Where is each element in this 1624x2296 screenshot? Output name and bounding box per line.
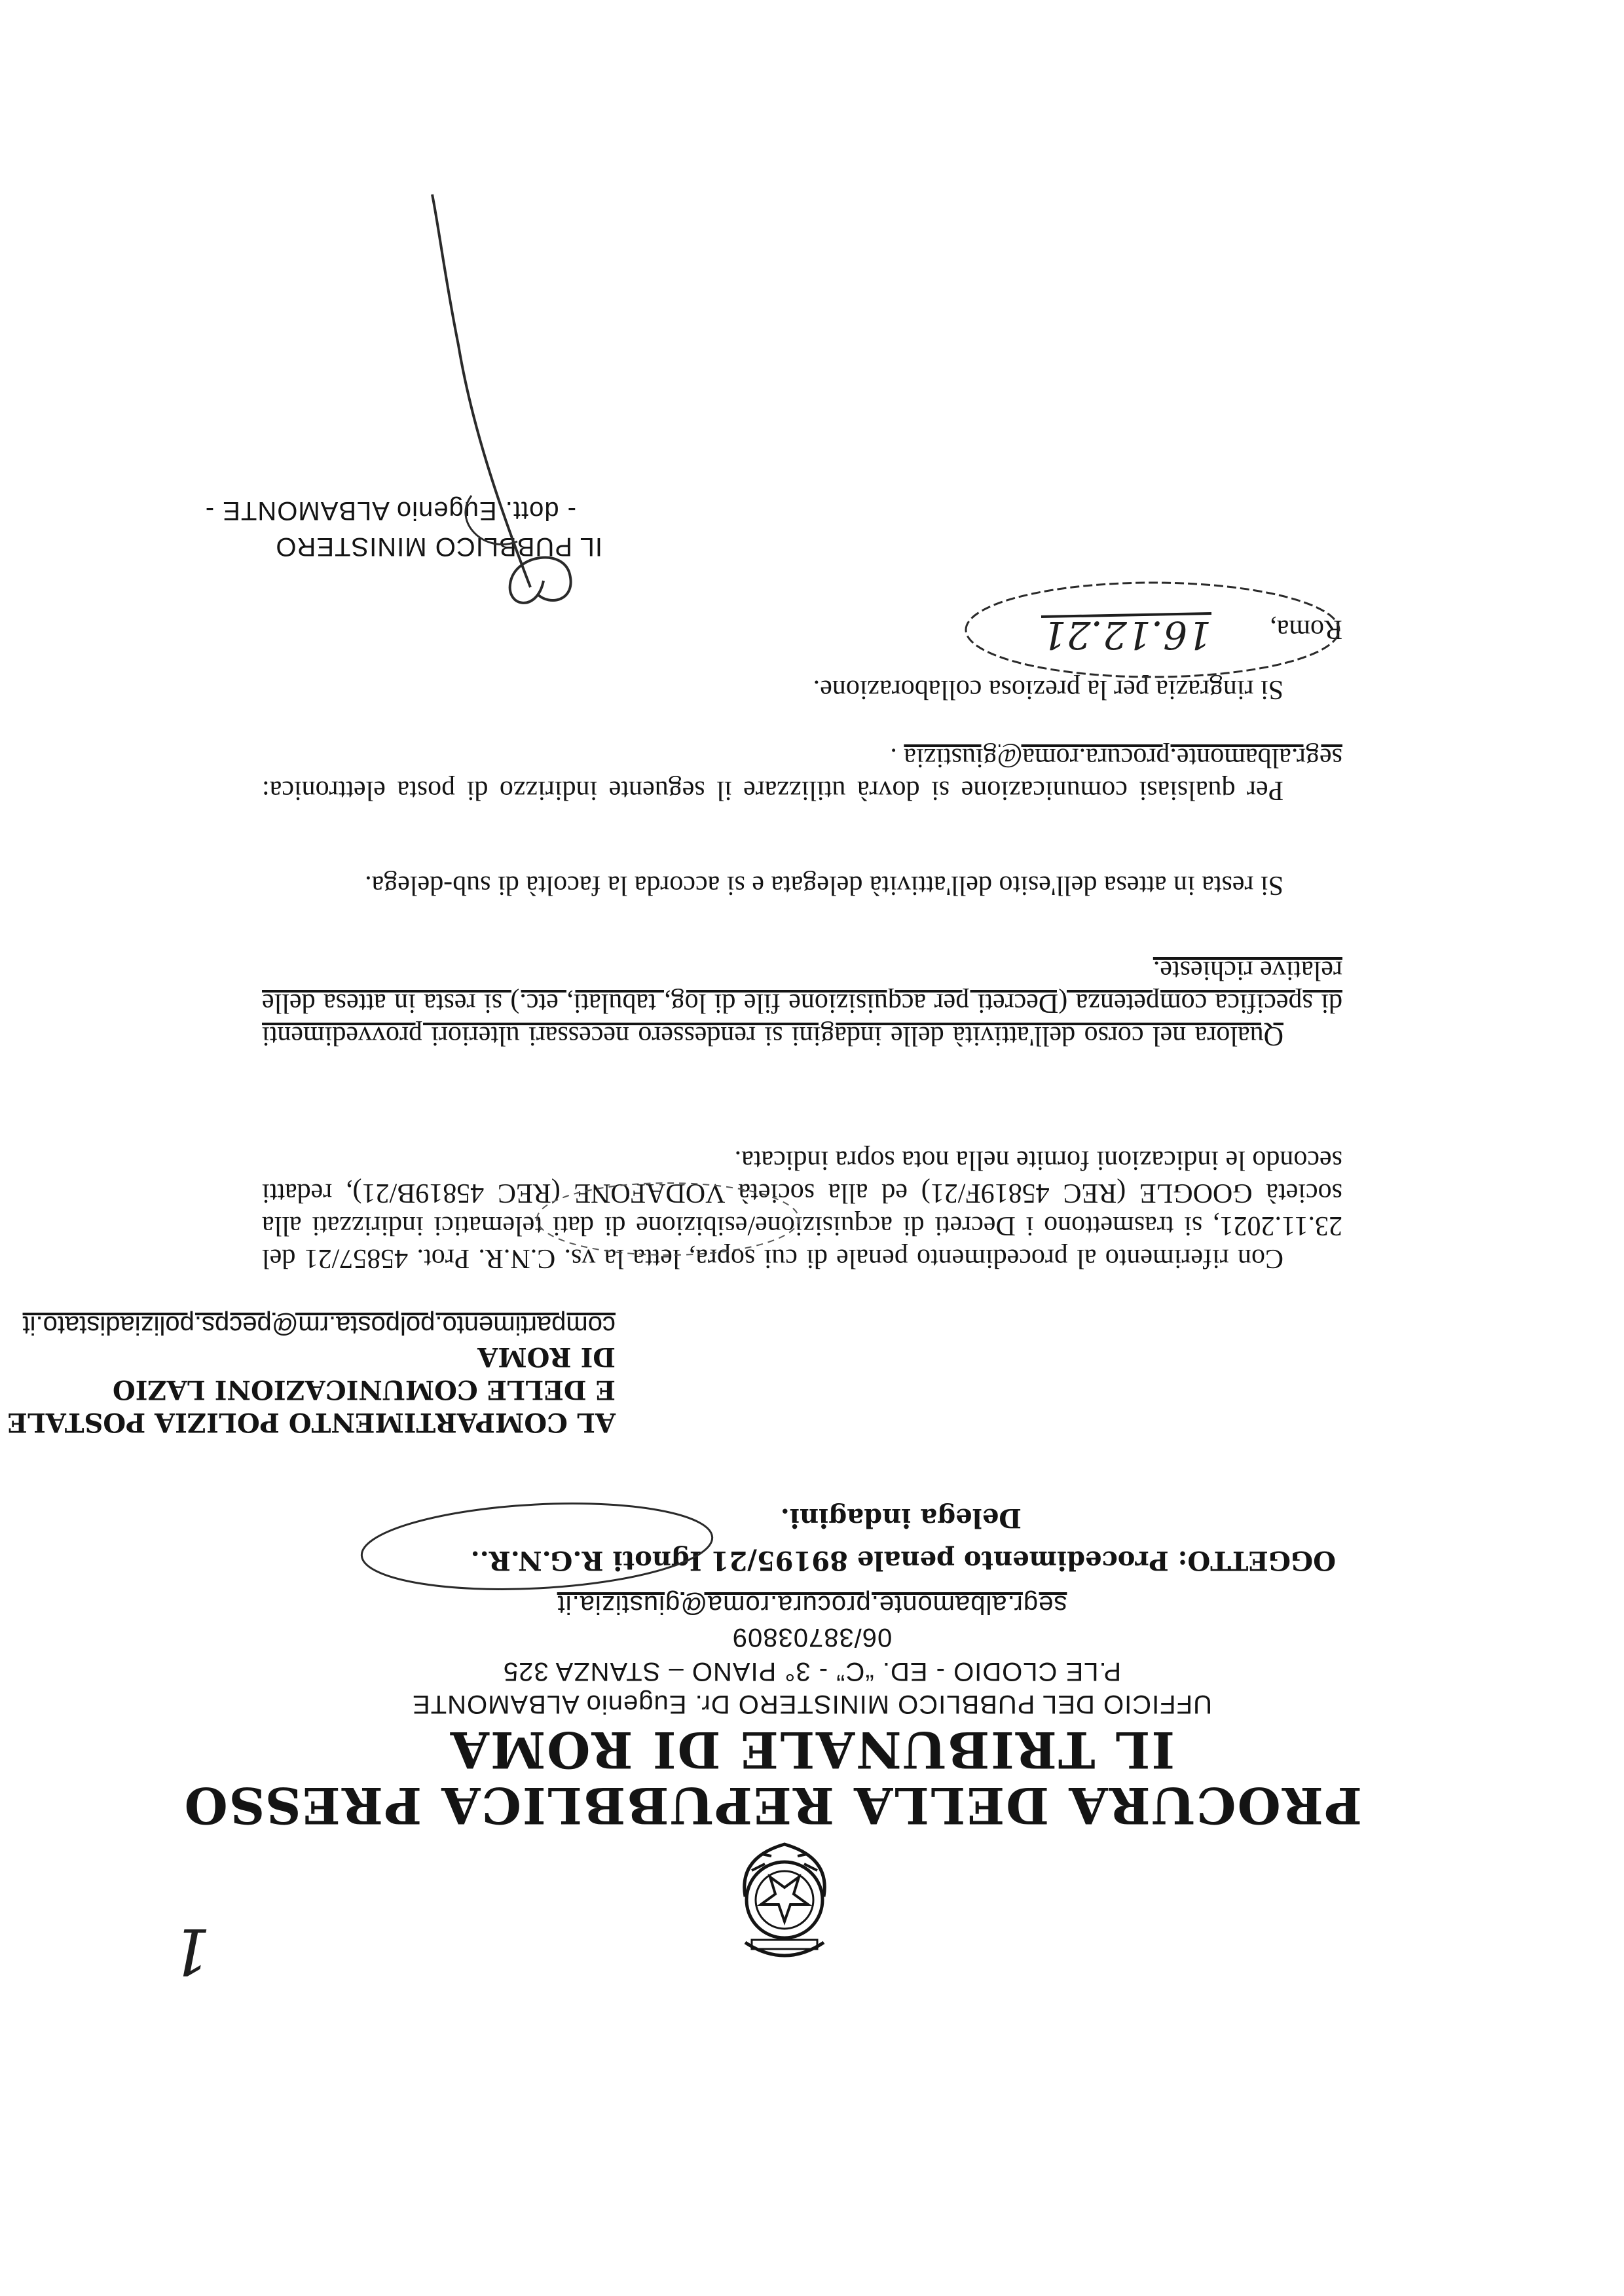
handwritten-date-text: 16.12.21 [1042, 613, 1211, 657]
paragraph-2: Qualora nel corso dell'attività delle indagini si rendessero necessari ulteriori provvedimenti di specifica competenza (Decreti per acquisizione file di log, tabulati, etc.) si resta in attesa delle relative richieste. [262, 955, 1342, 1051]
header-line-1: PROCURA DELLA REPUBBLICA PRESSO [183, 1776, 1362, 1834]
office-email-link[interactable]: segr.albamonte.procura.roma@giustizia.it [557, 1590, 1067, 1619]
subject-line: OGGETTO: Procedimento penale 89195/21 Ignoti R.G.N.R.. [470, 1545, 1336, 1576]
pm-name: - dott. Eugenio ALBAMONTE - [204, 496, 576, 525]
thanks-line: Si ringrazia per la preziosa collaborazione. [813, 674, 1283, 704]
office-line-2: P.LE CLODIO - ED. “C” - 3° PIANO – STANZA 325 [502, 1657, 1122, 1686]
page-number-handwritten [164, 1910, 223, 1995]
contact-email-link[interactable]: segr.albamonte.procura.roma@giustizia [904, 742, 1342, 773]
hand-drawn-oval [354, 1497, 720, 1595]
republic-emblem-icon [726, 1838, 843, 1969]
hand-drawn-oval-dashed [530, 1176, 805, 1262]
office-line-1: UFFICIO DEL PUBBLICO MINISTERO Dr. Eugenio ALBAMONTE [412, 1690, 1212, 1719]
recipient-email-link[interactable]: compartimento.polposta.rm@pecps.poliziadistato.it [22, 1311, 616, 1339]
recipient-line-3: DI ROMA [477, 1341, 616, 1372]
header-line-2: IL TRIBUNALE DI ROMA [449, 1721, 1175, 1779]
recipient-line-2: E DELLE COMUNICAZIONI LAZIO [112, 1374, 616, 1405]
signature [393, 188, 668, 620]
paragraph-4-end: . [890, 742, 897, 773]
paragraph-4 [262, 741, 1342, 807]
place-label: Roma, [1270, 614, 1342, 644]
paragraph-1: Con riferimento al procedimento penale di cui sopra, letta la vs. C.N.R. Prot. 45857/21 del 23.11.2021, si trasmettono i Decreti di acquisizione/esibizione di dati telematici indirizzati alla società GOOGLE (REC 45819F/21) ed alla società VODAFONE (REC 45819B/21), redatti secondo le indicazioni fornite nella nota sopra indicata. [262, 1145, 1342, 1273]
office-phone: 06/38703809 [731, 1623, 893, 1652]
page-mark-text: 1 [170, 1914, 211, 1988]
delega-label: Delega indagini. [780, 1503, 1022, 1533]
paragraph-3: Si resta in attesa dell'esito dell'attività delegata e si accorda la facoltà di sub-delega. [365, 870, 1283, 900]
recipient-line-1: AL COMPARTIMENTO POLIZIA POSTALE [7, 1407, 616, 1438]
paragraph-4-text: Per qualsiasi comunicazione si dovrà utilizzare il seguente indirizzo di posta elettronica: [262, 775, 1283, 805]
stamp-oval [956, 574, 1349, 685]
pm-title: IL PUBBLICO MINISTERO [275, 532, 602, 561]
